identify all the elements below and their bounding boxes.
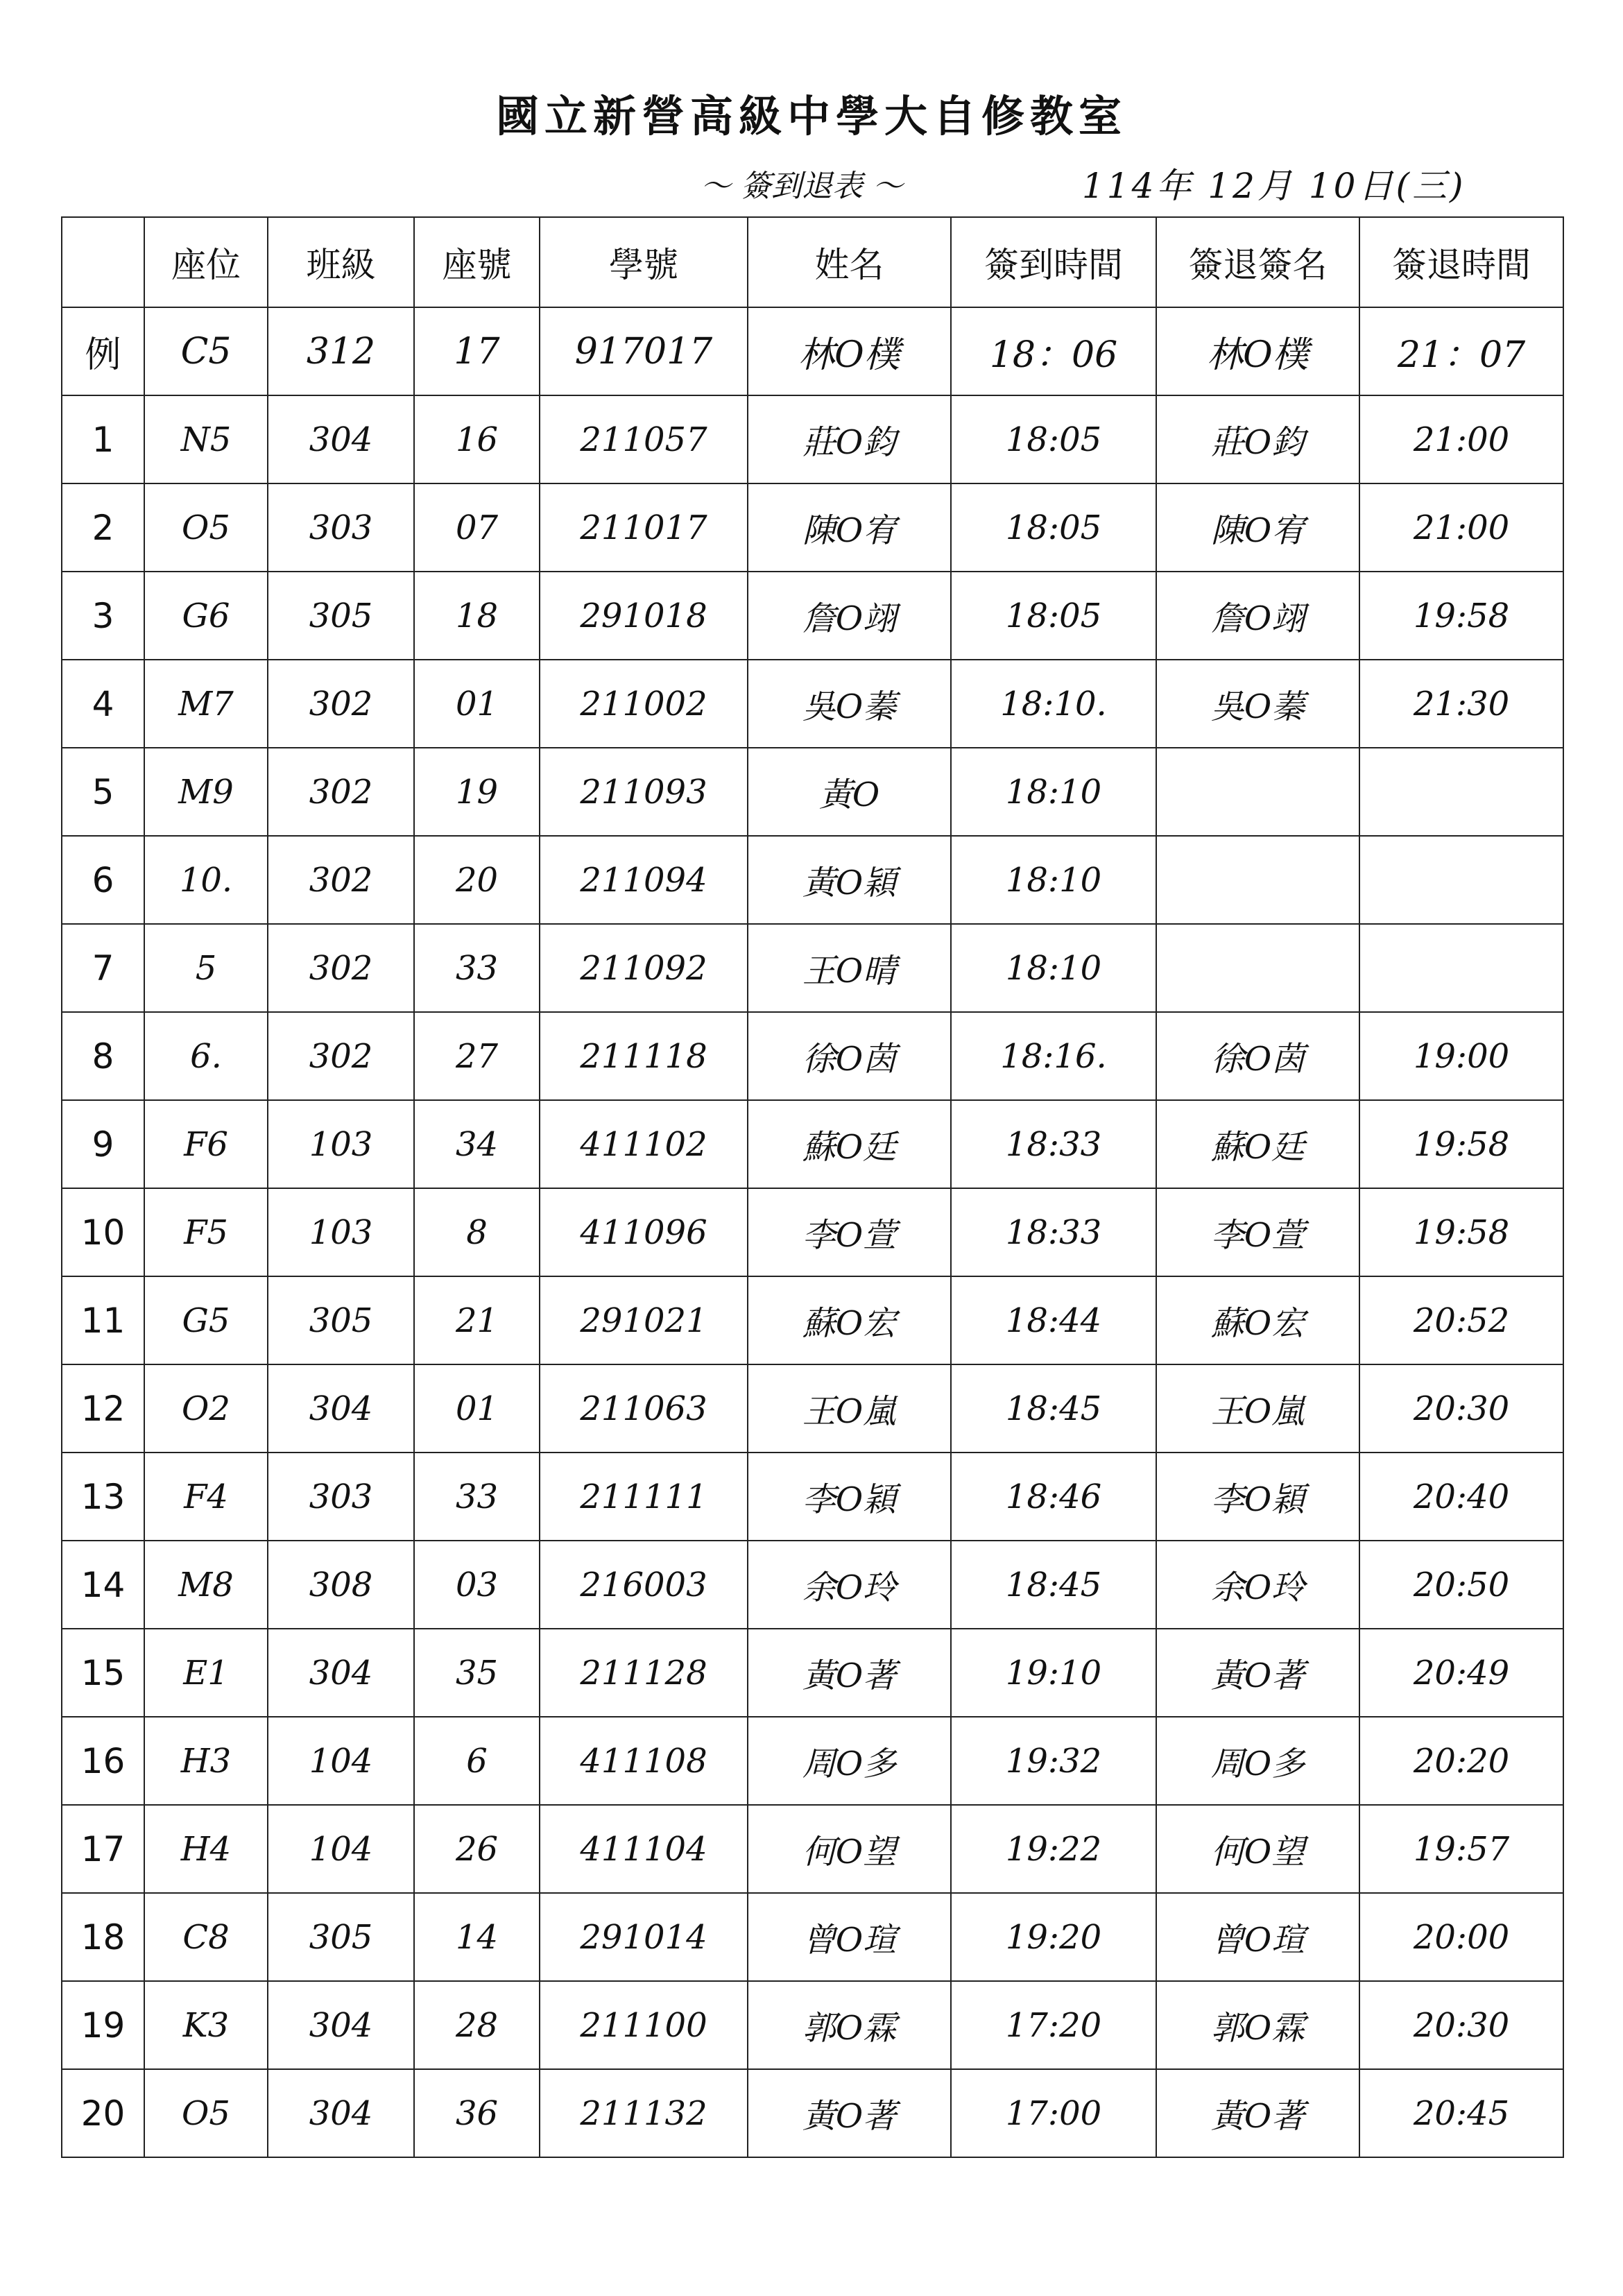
cell-student-id: 211057 — [540, 395, 748, 483]
cell-student-id: 211002 — [540, 660, 748, 748]
cell-class: 302 — [268, 748, 414, 836]
cell-student-id: 211093 — [540, 748, 748, 836]
cell-class: 103 — [268, 1188, 414, 1276]
column-header-name: 姓名 — [748, 217, 951, 307]
cell-row-number: 12 — [62, 1364, 144, 1453]
cell-name: 蘇O宏 — [748, 1276, 951, 1364]
cell-seat-number: 01 — [414, 660, 540, 748]
cell-sign-in-time: 19:22 — [951, 1805, 1156, 1893]
cell-class: 305 — [268, 572, 414, 660]
cell-row-number: 13 — [62, 1453, 144, 1541]
cell-student-id: 411096 — [540, 1188, 748, 1276]
cell-name: 林O樸 — [748, 307, 951, 395]
cell-sign-in-time: 18:10. — [951, 660, 1156, 748]
cell-sign-out-signature: 曾O瑄 — [1156, 1893, 1359, 1981]
cell-class: 304 — [268, 1364, 414, 1453]
cell-seat-number: 33 — [414, 924, 540, 1012]
table-row — [62, 1981, 1563, 2069]
table-row — [62, 2069, 1563, 2157]
cell-name: 黃O著 — [748, 1629, 951, 1717]
cell-sign-in-time: 18：06 — [951, 307, 1156, 395]
cell-row-number: 5 — [62, 748, 144, 836]
cell-seat-number: 17 — [414, 307, 540, 395]
cell-sign-out-time: 19:00 — [1359, 1012, 1563, 1100]
table-row — [62, 1893, 1563, 1981]
cell-class: 303 — [268, 1453, 414, 1541]
cell-student-id: 411104 — [540, 1805, 748, 1893]
cell-class: 305 — [268, 1893, 414, 1981]
cell-row-number: 7 — [62, 924, 144, 1012]
cell-sign-out-signature: 莊O鈞 — [1156, 395, 1359, 483]
cell-class: 302 — [268, 924, 414, 1012]
cell-name: 李O萱 — [748, 1188, 951, 1276]
cell-row-number: 18 — [62, 1893, 144, 1981]
column-header-class: 班級 — [268, 217, 414, 307]
cell-sign-in-time: 17:20 — [951, 1981, 1156, 2069]
cell-sign-in-time: 18:33 — [951, 1188, 1156, 1276]
cell-seat-number: 27 — [414, 1012, 540, 1100]
cell-student-id: 211092 — [540, 924, 748, 1012]
cell-sign-out-signature: 陳O宥 — [1156, 483, 1359, 572]
column-header-sign-out-signature: 簽退簽名 — [1156, 217, 1359, 307]
cell-class: 312 — [268, 307, 414, 395]
cell-seat: G6 — [144, 572, 268, 660]
cell-sign-out-time: 20:49 — [1359, 1629, 1563, 1717]
cell-sign-in-time: 17:00 — [951, 2069, 1156, 2157]
cell-student-id: 211100 — [540, 1981, 748, 2069]
table-row — [62, 836, 1563, 924]
table-row — [62, 572, 1563, 660]
cell-name: 吳O蓁 — [748, 660, 951, 748]
cell-seat: M7 — [144, 660, 268, 748]
cell-class: 302 — [268, 660, 414, 748]
cell-seat: F6 — [144, 1100, 268, 1188]
column-header-sign-out-time: 簽退時間 — [1359, 217, 1563, 307]
cell-class: 304 — [268, 1629, 414, 1717]
cell-sign-out-signature: 詹O翊 — [1156, 572, 1359, 660]
cell-sign-in-time: 18:05 — [951, 572, 1156, 660]
cell-sign-out-time: 21:00 — [1359, 395, 1563, 483]
cell-seat-number: 8 — [414, 1188, 540, 1276]
cell-class: 103 — [268, 1100, 414, 1188]
cell-sign-in-time: 18:10 — [951, 924, 1156, 1012]
page-title: 國立新營高級中學大自修教室 — [495, 91, 1127, 142]
cell-sign-in-time: 19:10 — [951, 1629, 1156, 1717]
cell-row-number: 2 — [62, 483, 144, 572]
cell-sign-out-time: 19:58 — [1359, 1188, 1563, 1276]
cell-student-id: 211111 — [540, 1453, 748, 1541]
cell-sign-in-time: 18:44 — [951, 1276, 1156, 1364]
cell-class: 104 — [268, 1717, 414, 1805]
cell-student-id: 211063 — [540, 1364, 748, 1453]
cell-student-id: 291014 — [540, 1893, 748, 1981]
cell-sign-out-signature: 蘇O宏 — [1156, 1276, 1359, 1364]
cell-sign-out-signature: 林O樸 — [1156, 307, 1359, 395]
cell-row-number: 15 — [62, 1629, 144, 1717]
cell-sign-out-time: 20:30 — [1359, 1364, 1563, 1453]
table-row — [62, 924, 1563, 1012]
cell-seat-number: 28 — [414, 1981, 540, 2069]
cell-sign-in-time: 19:32 — [951, 1717, 1156, 1805]
cell-sign-in-time: 18:46 — [951, 1453, 1156, 1541]
cell-name: 余O玲 — [748, 1541, 951, 1629]
cell-sign-out-time: 20:50 — [1359, 1541, 1563, 1629]
cell-seat-number: 16 — [414, 395, 540, 483]
cell-class: 304 — [268, 1981, 414, 2069]
cell-seat-number: 21 — [414, 1276, 540, 1364]
cell-seat: H3 — [144, 1717, 268, 1805]
cell-sign-out-time: 20:30 — [1359, 1981, 1563, 2069]
cell-seat: M9 — [144, 748, 268, 836]
cell-seat-number: 6 — [414, 1717, 540, 1805]
form-subtitle: ～ 簽到退表 ～ — [701, 169, 903, 204]
cell-name: 何O望 — [748, 1805, 951, 1893]
cell-class: 304 — [268, 395, 414, 483]
cell-student-id: 411102 — [540, 1100, 748, 1188]
cell-seat-number: 07 — [414, 483, 540, 572]
cell-sign-in-time: 18:10 — [951, 748, 1156, 836]
cell-sign-out-time: 19:57 — [1359, 1805, 1563, 1893]
cell-sign-out-signature: 黃O著 — [1156, 1629, 1359, 1717]
cell-student-id: 211118 — [540, 1012, 748, 1100]
cell-sign-out-signature: 何O望 — [1156, 1805, 1359, 1893]
cell-sign-out-time — [1359, 748, 1563, 836]
cell-name: 詹O翊 — [748, 572, 951, 660]
cell-name: 郭O霖 — [748, 1981, 951, 2069]
cell-seat: M8 — [144, 1541, 268, 1629]
cell-seat-number: 14 — [414, 1893, 540, 1981]
cell-seat-number: 33 — [414, 1453, 540, 1541]
cell-row-number: 6 — [62, 836, 144, 924]
table-row — [62, 1717, 1563, 1805]
column-header-student-id: 學號 — [540, 217, 748, 307]
cell-sign-out-signature: 郭O霖 — [1156, 1981, 1359, 2069]
column-header-seat: 座位 — [144, 217, 268, 307]
cell-sign-in-time: 19:20 — [951, 1893, 1156, 1981]
cell-name: 黃O穎 — [748, 836, 951, 924]
table-row — [62, 1541, 1563, 1629]
cell-class: 104 — [268, 1805, 414, 1893]
cell-sign-out-time: 19:58 — [1359, 1100, 1563, 1188]
cell-sign-in-time: 18:05 — [951, 395, 1156, 483]
cell-sign-in-time: 18:45 — [951, 1364, 1156, 1453]
cell-sign-out-time: 20:52 — [1359, 1276, 1563, 1364]
cell-student-id: 291021 — [540, 1276, 748, 1364]
cell-sign-out-signature: 黃O著 — [1156, 2069, 1359, 2157]
table-row — [62, 660, 1563, 748]
cell-sign-out-time — [1359, 836, 1563, 924]
cell-seat: 5 — [144, 924, 268, 1012]
cell-row-number: 8 — [62, 1012, 144, 1100]
cell-sign-out-signature: 周O多 — [1156, 1717, 1359, 1805]
table-row — [62, 483, 1563, 572]
cell-seat-number: 03 — [414, 1541, 540, 1629]
cell-class: 302 — [268, 1012, 414, 1100]
cell-sign-in-time: 18:16. — [951, 1012, 1156, 1100]
cell-sign-out-signature — [1156, 836, 1359, 924]
cell-row-number: 1 — [62, 395, 144, 483]
cell-seat: F5 — [144, 1188, 268, 1276]
cell-class: 308 — [268, 1541, 414, 1629]
cell-student-id: 211017 — [540, 483, 748, 572]
cell-sign-out-time: 20:20 — [1359, 1717, 1563, 1805]
cell-sign-out-time: 21:00 — [1359, 483, 1563, 572]
cell-row-number: 20 — [62, 2069, 144, 2157]
sign-in-out-table — [61, 216, 1564, 2158]
cell-name: 莊O鈞 — [748, 395, 951, 483]
cell-sign-out-signature — [1156, 924, 1359, 1012]
cell-sign-out-signature: 李O穎 — [1156, 1453, 1359, 1541]
column-header-sign-in-time: 簽到時間 — [951, 217, 1156, 307]
cell-seat-number: 01 — [414, 1364, 540, 1453]
cell-student-id: 216003 — [540, 1541, 748, 1629]
cell-seat-number: 35 — [414, 1629, 540, 1717]
cell-seat: O2 — [144, 1364, 268, 1453]
cell-class: 303 — [268, 483, 414, 572]
cell-sign-out-time: 21：07 — [1359, 307, 1563, 395]
cell-name: 曾O瑄 — [748, 1893, 951, 1981]
cell-seat: N5 — [144, 395, 268, 483]
cell-seat: H4 — [144, 1805, 268, 1893]
cell-student-id: 291018 — [540, 572, 748, 660]
cell-name: 黃O — [748, 748, 951, 836]
table-row — [62, 1805, 1563, 1893]
cell-seat-number: 34 — [414, 1100, 540, 1188]
cell-name: 徐O茵 — [748, 1012, 951, 1100]
cell-seat: O5 — [144, 483, 268, 572]
cell-seat: C8 — [144, 1893, 268, 1981]
table-row — [62, 1012, 1563, 1100]
table-row — [62, 1453, 1563, 1541]
cell-seat: E1 — [144, 1629, 268, 1717]
table-row — [62, 1188, 1563, 1276]
cell-sign-out-time: 19:58 — [1359, 572, 1563, 660]
cell-sign-out-time: 20:45 — [1359, 2069, 1563, 2157]
cell-seat: 10. — [144, 836, 268, 924]
cell-name: 周O多 — [748, 1717, 951, 1805]
table-row — [62, 1364, 1563, 1453]
cell-class: 302 — [268, 836, 414, 924]
column-header-seat-number: 座號 — [414, 217, 540, 307]
cell-seat: F4 — [144, 1453, 268, 1541]
table-row — [62, 395, 1563, 483]
cell-seat-number: 36 — [414, 2069, 540, 2157]
cell-class: 304 — [268, 2069, 414, 2157]
cell-sign-in-time: 18:45 — [951, 1541, 1156, 1629]
cell-name: 蘇O廷 — [748, 1100, 951, 1188]
cell-seat: O5 — [144, 2069, 268, 2157]
cell-row-number: 10 — [62, 1188, 144, 1276]
table-row — [62, 1629, 1563, 1717]
cell-student-id: 211132 — [540, 2069, 748, 2157]
cell-sign-in-time: 18:05 — [951, 483, 1156, 572]
cell-student-id: 411108 — [540, 1717, 748, 1805]
cell-seat-number: 20 — [414, 836, 540, 924]
form-date: 114年 12月 10日(三) — [1082, 166, 1466, 206]
cell-sign-out-time: 20:00 — [1359, 1893, 1563, 1981]
cell-row-number: 16 — [62, 1717, 144, 1805]
cell-seat: C5 — [144, 307, 268, 395]
cell-seat: G5 — [144, 1276, 268, 1364]
cell-row-number: 11 — [62, 1276, 144, 1364]
cell-seat-number: 19 — [414, 748, 540, 836]
table-row — [62, 1276, 1563, 1364]
cell-student-id: 917017 — [540, 307, 748, 395]
cell-sign-out-signature: 王O嵐 — [1156, 1364, 1359, 1453]
cell-row-number: 9 — [62, 1100, 144, 1188]
example-row — [62, 307, 1563, 395]
cell-student-id: 211128 — [540, 1629, 748, 1717]
cell-row-number: 14 — [62, 1541, 144, 1629]
cell-seat-number: 18 — [414, 572, 540, 660]
cell-sign-out-signature: 余O玲 — [1156, 1541, 1359, 1629]
cell-sign-out-time — [1359, 924, 1563, 1012]
cell-row-number: 3 — [62, 572, 144, 660]
cell-sign-out-signature: 吳O蓁 — [1156, 660, 1359, 748]
cell-seat-number: 26 — [414, 1805, 540, 1893]
cell-row-number: 例 — [62, 307, 144, 395]
cell-row-number: 4 — [62, 660, 144, 748]
cell-name: 黃O著 — [748, 2069, 951, 2157]
cell-sign-out-time: 20:40 — [1359, 1453, 1563, 1541]
cell-seat: 6. — [144, 1012, 268, 1100]
cell-class: 305 — [268, 1276, 414, 1364]
cell-name: 王O嵐 — [748, 1364, 951, 1453]
cell-sign-in-time: 18:10 — [951, 836, 1156, 924]
table-row — [62, 1100, 1563, 1188]
cell-name: 陳O宥 — [748, 483, 951, 572]
cell-row-number: 17 — [62, 1805, 144, 1893]
table-header-row — [62, 217, 1563, 307]
cell-seat: K3 — [144, 1981, 268, 2069]
column-header-row-number — [62, 217, 144, 307]
cell-student-id: 211094 — [540, 836, 748, 924]
cell-sign-in-time: 18:33 — [951, 1100, 1156, 1188]
table-row — [62, 748, 1563, 836]
cell-name: 王O晴 — [748, 924, 951, 1012]
cell-sign-out-time: 21:30 — [1359, 660, 1563, 748]
cell-sign-out-signature — [1156, 748, 1359, 836]
cell-sign-out-signature: 李O萱 — [1156, 1188, 1359, 1276]
cell-sign-out-signature: 徐O茵 — [1156, 1012, 1359, 1100]
cell-name: 李O穎 — [748, 1453, 951, 1541]
cell-row-number: 19 — [62, 1981, 144, 2069]
cell-sign-out-signature: 蘇O廷 — [1156, 1100, 1359, 1188]
